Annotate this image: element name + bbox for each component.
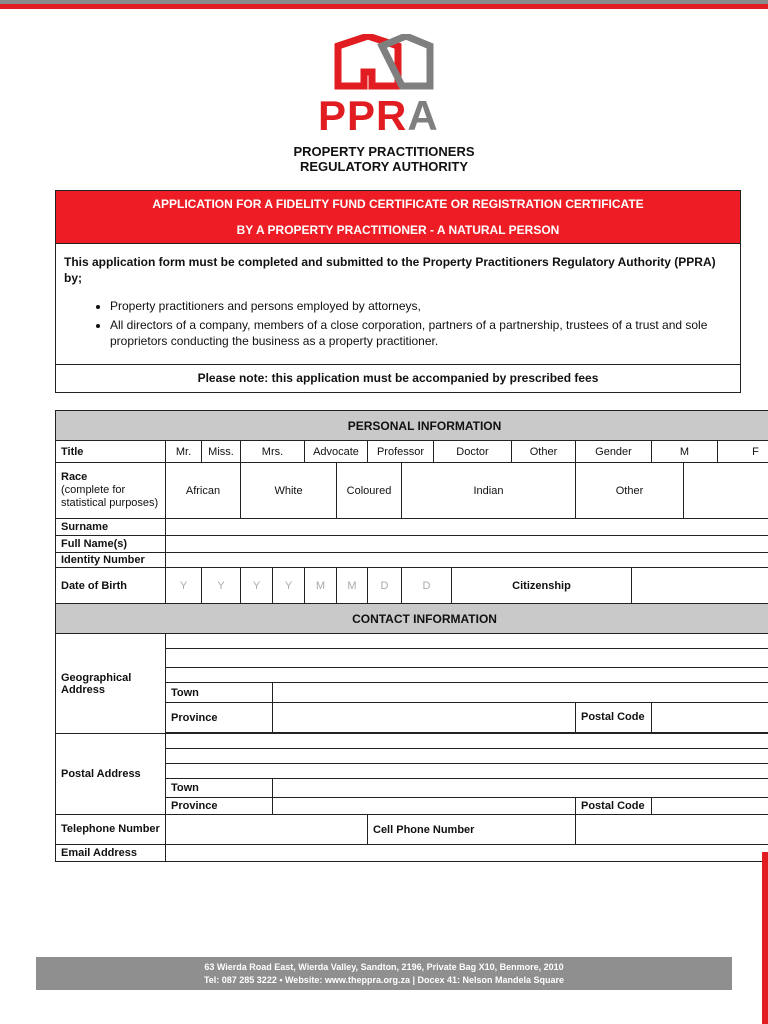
race-option-other[interactable]: Other bbox=[576, 463, 684, 519]
telephone-label: Telephone Number bbox=[56, 815, 166, 845]
full-names-label: Full Name(s) bbox=[56, 536, 166, 553]
postal-address-line[interactable] bbox=[166, 764, 768, 779]
postal-province-label: Province bbox=[166, 798, 273, 815]
intro-text: This application form must be completed and submitted to the Property Practitioners Regulatory Authority (PPRA) by; bbox=[64, 255, 716, 285]
postal-town-field[interactable] bbox=[273, 779, 768, 798]
surname-field[interactable] bbox=[166, 519, 768, 536]
geo-province-label: Province bbox=[166, 703, 273, 733]
brand-wordmark: PPRA bbox=[318, 92, 439, 139]
identity-number-label: Identity Number bbox=[56, 553, 166, 568]
dob-year-digit[interactable]: Y bbox=[241, 568, 273, 604]
side-red-stripe bbox=[762, 852, 768, 1024]
dob-year-digit[interactable]: Y bbox=[166, 568, 202, 604]
title-option-miss[interactable]: Miss. bbox=[202, 441, 241, 463]
house-logo-icon bbox=[334, 34, 434, 90]
gender-option-m[interactable]: M bbox=[652, 441, 718, 463]
title-label: Title bbox=[56, 441, 166, 463]
geographical-address-label: Geographical Address bbox=[56, 634, 166, 734]
postal-address-line[interactable] bbox=[166, 749, 768, 764]
footer-contact: Tel: 087 285 3222 • Website: www.theppra.org.za | Docex 41: Nelson Mandela Square bbox=[203, 975, 565, 985]
title-option-other[interactable]: Other bbox=[512, 441, 576, 463]
footer-address: 63 Wierda Road East, Wierda Valley, Sandton, 2196, Private Bag X10, Benmore, 2010 bbox=[204, 962, 564, 972]
title-option-advocate[interactable]: Advocate bbox=[305, 441, 368, 463]
dob-day-digit[interactable]: D bbox=[368, 568, 402, 604]
title-option-mr[interactable]: Mr. bbox=[166, 441, 202, 463]
race-option-african[interactable]: African bbox=[166, 463, 241, 519]
race-option-white[interactable]: White bbox=[241, 463, 337, 519]
application-form-table bbox=[55, 410, 768, 862]
geo-postal-code-field[interactable] bbox=[652, 703, 768, 733]
full-names-field[interactable] bbox=[166, 536, 768, 553]
postal-address-line[interactable] bbox=[166, 734, 768, 749]
race-label: Race (complete for statistical purposes) bbox=[56, 463, 166, 519]
identity-number-field[interactable] bbox=[166, 553, 768, 568]
title-option-mrs[interactable]: Mrs. bbox=[241, 441, 305, 463]
footer-contact-bar bbox=[36, 957, 732, 990]
gender-option-f[interactable]: F bbox=[718, 441, 768, 463]
email-field[interactable] bbox=[166, 845, 768, 862]
race-blank-cell[interactable] bbox=[684, 463, 768, 519]
telephone-field[interactable] bbox=[166, 815, 368, 845]
personal-info-heading: PERSONAL INFORMATION bbox=[56, 411, 768, 441]
top-red-stripe bbox=[0, 4, 768, 9]
application-title: APPLICATION FOR A FIDELITY FUND CERTIFICATE OR REGISTRATION CERTIFICATE BY A PROPERTY PRACTITIONER - A NATURAL PERSON bbox=[56, 191, 740, 244]
application-instructions bbox=[56, 244, 740, 365]
application-header-box bbox=[55, 190, 741, 393]
postal-address-label: Postal Address bbox=[56, 734, 166, 815]
geo-address-line[interactable] bbox=[166, 649, 768, 668]
dob-year-digit[interactable]: Y bbox=[273, 568, 305, 604]
fees-note: Please note: this application must be accompanied by prescribed fees bbox=[197, 371, 599, 385]
contact-info-heading: CONTACT INFORMATION bbox=[56, 604, 768, 634]
citizenship-field[interactable] bbox=[632, 568, 768, 604]
title-option-professor[interactable]: Professor bbox=[368, 441, 434, 463]
postal-town-label: Town bbox=[166, 779, 273, 798]
geo-town-label: Town bbox=[166, 683, 273, 703]
gender-label: Gender bbox=[576, 441, 652, 463]
citizenship-label: Citizenship bbox=[452, 568, 632, 604]
race-option-coloured[interactable]: Coloured bbox=[337, 463, 402, 519]
postal-code-field[interactable] bbox=[652, 798, 768, 815]
dob-day-digit[interactable]: D bbox=[402, 568, 452, 604]
dob-month-digit[interactable]: M bbox=[337, 568, 368, 604]
geo-address-line[interactable] bbox=[166, 668, 768, 683]
email-label: Email Address bbox=[56, 845, 166, 862]
dob-month-digit[interactable]: M bbox=[305, 568, 337, 604]
postal-code-label: Postal Code bbox=[576, 798, 652, 815]
dob-year-digit[interactable]: Y bbox=[202, 568, 241, 604]
geo-province-field[interactable] bbox=[273, 703, 576, 733]
geo-town-field[interactable] bbox=[273, 683, 768, 703]
cell-phone-label: Cell Phone Number bbox=[368, 815, 576, 845]
bullet-item: • All directors of a company, members of a close corporation, partners of a partnership, trustees of a trust and sole proprietors conducting the business as a property practitioner. bbox=[110, 317, 732, 349]
postal-province-field[interactable] bbox=[273, 798, 576, 815]
date-of-birth-label: Date of Birth bbox=[56, 568, 166, 604]
bullet-item: • Property practitioners and persons employed by attorneys, bbox=[110, 298, 732, 314]
title-option-doctor[interactable]: Doctor bbox=[434, 441, 512, 463]
organisation-name: PROPERTY PRACTITIONERS REGULATORY AUTHORITY bbox=[293, 144, 475, 174]
geo-address-line[interactable] bbox=[166, 634, 768, 649]
race-option-indian[interactable]: Indian bbox=[402, 463, 576, 519]
surname-label: Surname bbox=[56, 519, 166, 536]
cell-phone-field[interactable] bbox=[576, 815, 768, 845]
geo-postal-code-label: Postal Code bbox=[576, 703, 652, 733]
